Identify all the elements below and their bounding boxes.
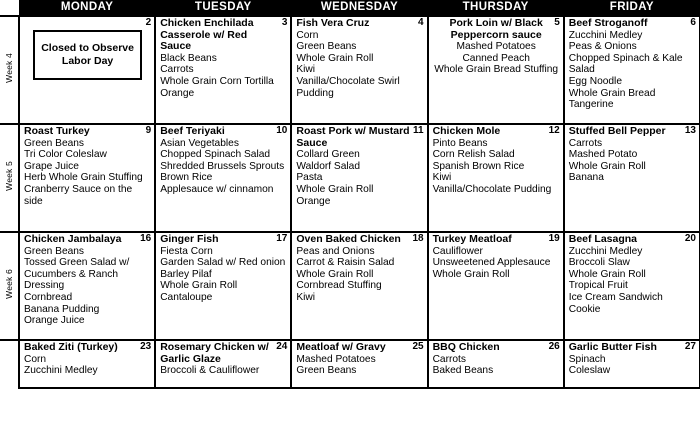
side-dish-item: Vanilla/Chocolate Swirl Pudding bbox=[296, 75, 400, 99]
week-row bbox=[0, 232, 700, 340]
day-cell-content bbox=[156, 17, 290, 101]
day-cell[interactable] bbox=[155, 340, 291, 388]
side-dish-item: Baked Beans bbox=[432, 365, 494, 377]
side-dish-item: Chopped Spinach Salad bbox=[160, 149, 271, 161]
day-cell-content bbox=[565, 17, 699, 113]
side-dish-item: Kiwi bbox=[432, 172, 452, 184]
side-dish-item: Whole Grain Roll bbox=[160, 280, 238, 292]
entree-title: Garlic Butter Fish bbox=[568, 341, 657, 353]
side-dish-item: Kiwi bbox=[296, 291, 316, 303]
side-dish-list bbox=[569, 30, 696, 111]
side-dish-item: Canned Peach bbox=[462, 52, 530, 64]
day-cell[interactable] bbox=[291, 16, 427, 124]
entree-title: Turkey Meatloaf bbox=[432, 233, 512, 245]
side-dish-item: Pinto Beans bbox=[432, 137, 488, 149]
day-cell[interactable] bbox=[428, 340, 564, 388]
day-cell[interactable] bbox=[291, 124, 427, 232]
week-label-cell bbox=[0, 232, 19, 340]
side-dish-item: Herb Whole Grain Stuffing bbox=[24, 172, 143, 184]
header-corner-spacer bbox=[0, 0, 19, 16]
day-number: 25 bbox=[412, 341, 424, 352]
day-cell-content bbox=[565, 341, 699, 379]
day-cell[interactable] bbox=[564, 340, 700, 388]
side-dish-item: Cornbread bbox=[24, 291, 73, 303]
day-number: 19 bbox=[548, 233, 560, 244]
side-dish-item: Broccoli & Cauliflower bbox=[160, 365, 260, 377]
side-dish-list bbox=[296, 149, 423, 207]
side-dish-item: Corn bbox=[24, 353, 47, 365]
side-dish-item: Unsweetened Applesauce bbox=[432, 257, 551, 269]
side-dish-list bbox=[160, 138, 287, 196]
day-number: 10 bbox=[276, 125, 288, 136]
side-dish-item: Whole Grain Roll bbox=[568, 268, 646, 280]
side-dish-item: Black Beans bbox=[160, 52, 217, 64]
entree-title: Pork Loin w/ Black Peppercorn sauce bbox=[449, 17, 543, 41]
entree-title: Chicken Mole bbox=[432, 125, 501, 137]
day-header-row bbox=[0, 0, 700, 16]
day-cell-content bbox=[20, 17, 154, 82]
side-dish-item: Banana Pudding bbox=[24, 303, 100, 315]
calendar-header bbox=[0, 0, 700, 16]
side-dish-item: Carrots bbox=[160, 64, 194, 76]
side-dish-list bbox=[160, 246, 287, 304]
entree-title: Oven Baked Chicken bbox=[296, 233, 401, 245]
side-dish-item: Orange Juice bbox=[24, 315, 85, 327]
day-cell[interactable] bbox=[428, 232, 564, 340]
side-dish-item: Whole Grain Roll bbox=[296, 183, 374, 195]
day-cell[interactable] bbox=[428, 124, 564, 232]
day-number: 18 bbox=[412, 233, 424, 244]
side-dish-item: Applesauce w/ cinnamon bbox=[160, 183, 274, 195]
side-dish-item: Whole Grain Corn Tortilla bbox=[160, 75, 274, 87]
day-cell-content bbox=[20, 341, 154, 379]
calendar-body bbox=[0, 16, 700, 388]
day-cell[interactable] bbox=[291, 340, 427, 388]
side-dish-item: Pasta bbox=[296, 172, 323, 184]
day-cell[interactable] bbox=[428, 16, 564, 124]
side-dish-item: Vanilla/Chocolate Pudding bbox=[432, 183, 552, 195]
day-number: 16 bbox=[140, 233, 152, 244]
day-cell[interactable] bbox=[19, 16, 155, 124]
day-number: 24 bbox=[276, 341, 288, 352]
day-cell-content bbox=[292, 125, 426, 209]
side-dish-item: Cornbread Stuffing bbox=[296, 280, 382, 292]
day-cell[interactable] bbox=[155, 124, 291, 232]
side-dish-list bbox=[24, 354, 151, 377]
day-cell-content bbox=[429, 233, 563, 282]
side-dish-item: Tossed Green Salad w/ Cucumbers & Ranch Dressing bbox=[24, 257, 130, 292]
day-number: 13 bbox=[684, 125, 696, 136]
side-dish-item: Orange bbox=[160, 87, 195, 99]
day-number: 9 bbox=[145, 125, 152, 136]
side-dish-item: Zucchini Medley bbox=[24, 365, 98, 377]
side-dish-item: Tropical Fruit bbox=[568, 280, 628, 292]
side-dish-item: Zucchini Medley bbox=[568, 245, 643, 257]
side-dish-item: Cranberry Sauce on the side bbox=[24, 183, 133, 207]
side-dish-item: Whole Grain Bread Stuffing bbox=[434, 64, 559, 76]
entree-title: Roast Pork w/ Mustard Sauce bbox=[296, 125, 410, 149]
side-dish-item: Spanish Brown Rice bbox=[432, 160, 525, 172]
side-dish-item: Green Beans bbox=[24, 245, 85, 257]
side-dish-list bbox=[569, 138, 696, 184]
day-number: 11 bbox=[412, 125, 424, 136]
day-header-friday: FRIDAY bbox=[564, 0, 700, 16]
side-dish-item: Shredded Brussels Sprouts bbox=[160, 160, 285, 172]
side-dish-item: Spinach bbox=[568, 353, 606, 365]
day-cell-content bbox=[20, 233, 154, 329]
side-dish-item: Carrot & Raisin Salad bbox=[296, 257, 395, 269]
side-dish-item: Green Beans bbox=[296, 365, 357, 377]
side-dish-item: Peas and Onions bbox=[296, 245, 375, 257]
day-header-thursday: THURSDAY bbox=[428, 0, 564, 16]
day-cell[interactable] bbox=[155, 16, 291, 124]
week-row bbox=[0, 340, 700, 388]
side-dish-list bbox=[433, 246, 560, 281]
day-cell-content bbox=[156, 341, 290, 379]
day-header-monday: MONDAY bbox=[19, 0, 155, 16]
side-dish-item: Whole Grain Bread bbox=[568, 87, 656, 99]
side-dish-item: Garden Salad w/ Red onion bbox=[160, 257, 286, 269]
side-dish-item: Kiwi bbox=[296, 64, 316, 76]
side-dish-item: Tangerine bbox=[568, 99, 614, 111]
day-header-wednesday: WEDNESDAY bbox=[291, 0, 427, 16]
side-dish-item: Tri Color Coleslaw bbox=[24, 149, 107, 161]
day-cell-content bbox=[429, 17, 563, 78]
side-dish-item: Whole Grain Roll bbox=[296, 268, 374, 280]
side-dish-item: Mashed Potato bbox=[568, 149, 638, 161]
entree-title: Beef Lasagna bbox=[568, 233, 638, 245]
side-dish-item: Corn bbox=[296, 29, 319, 41]
day-cell-content bbox=[20, 125, 154, 209]
week-label: Week 4 bbox=[4, 52, 14, 83]
day-number: 23 bbox=[140, 341, 152, 352]
entree-title: BBQ Chicken bbox=[432, 341, 500, 353]
side-dish-list bbox=[160, 365, 287, 377]
day-cell-content bbox=[429, 125, 563, 198]
side-dish-list bbox=[569, 246, 696, 316]
side-dish-item: Green Beans bbox=[296, 41, 357, 53]
side-dish-item: Barley Pilaf bbox=[160, 268, 212, 280]
side-dish-item: Peas & Onions bbox=[568, 41, 637, 53]
day-number: 6 bbox=[690, 17, 696, 28]
side-dish-item: Ice Cream Sandwich Cookie bbox=[568, 291, 663, 315]
side-dish-list bbox=[296, 246, 423, 304]
day-number: 20 bbox=[684, 233, 696, 244]
side-dish-item: Waldorf Salad bbox=[296, 160, 360, 172]
side-dish-item: Mashed Potatoes bbox=[296, 353, 376, 365]
side-dish-item: Chopped Spinach & Kale Salad bbox=[568, 52, 683, 76]
side-dish-item: Carrots bbox=[568, 137, 603, 149]
day-number: 5 bbox=[554, 17, 560, 28]
entree-title: Beef Stroganoff bbox=[568, 17, 648, 29]
day-cell[interactable] bbox=[564, 16, 700, 124]
entree-title: Chicken Jambalaya bbox=[24, 233, 122, 245]
entree-title: Chicken Enchilada Casserole w/ Red Sauce bbox=[160, 17, 254, 53]
week-row bbox=[0, 16, 700, 124]
day-cell[interactable] bbox=[564, 232, 700, 340]
side-dish-item: Coleslaw bbox=[568, 365, 611, 377]
day-cell[interactable] bbox=[19, 232, 155, 340]
day-cell-content bbox=[565, 125, 699, 186]
entree-title: Meatloaf w/ Gravy bbox=[296, 341, 386, 353]
side-dish-item: Broccoli Slaw bbox=[568, 257, 630, 269]
entree-title: Beef Teriyaki bbox=[160, 125, 225, 137]
side-dish-item: Green Beans bbox=[24, 137, 85, 149]
side-dish-item: Whole Grain Roll bbox=[432, 268, 510, 280]
day-number: 27 bbox=[684, 341, 696, 352]
side-dish-item: Asian Vegetables bbox=[160, 137, 239, 149]
side-dish-list bbox=[433, 138, 560, 196]
side-dish-item: Zucchini Medley bbox=[568, 29, 643, 41]
entree-title: Rosemary Chicken w/ Garlic Glaze bbox=[160, 341, 269, 365]
day-cell-content bbox=[292, 233, 426, 306]
side-dish-item: Mashed Potatoes bbox=[456, 41, 536, 53]
day-cell-content bbox=[156, 125, 290, 198]
side-dish-item: Egg Noodle bbox=[568, 75, 622, 87]
side-dish-item: Corn Relish Salad bbox=[432, 149, 515, 161]
day-cell-content bbox=[292, 17, 426, 101]
side-dish-list bbox=[296, 354, 423, 377]
side-dish-item: Banana bbox=[568, 172, 604, 184]
entree-title: Ginger Fish bbox=[160, 233, 219, 245]
entree-title: Stuffed Bell Pepper bbox=[568, 125, 666, 137]
day-header-tuesday: TUESDAY bbox=[155, 0, 291, 16]
day-cell[interactable] bbox=[19, 124, 155, 232]
side-dish-list bbox=[24, 138, 151, 208]
side-dish-item: Whole Grain Roll bbox=[296, 52, 374, 64]
side-dish-item: Fiesta Corn bbox=[160, 245, 213, 257]
side-dish-list bbox=[160, 53, 287, 99]
side-dish-list bbox=[433, 354, 560, 377]
day-number: 3 bbox=[281, 17, 288, 28]
side-dish-list bbox=[569, 354, 696, 377]
day-cell-content bbox=[565, 233, 699, 317]
side-dish-item: Orange bbox=[296, 195, 331, 207]
side-dish-item: Collard Green bbox=[296, 149, 360, 161]
side-dish-item: Cantaloupe bbox=[160, 291, 213, 303]
week-label-cell bbox=[0, 16, 19, 124]
day-cell[interactable] bbox=[564, 124, 700, 232]
side-dish-list bbox=[296, 30, 423, 100]
week-row bbox=[0, 124, 700, 232]
side-dish-item: Whole Grain Roll bbox=[568, 160, 646, 172]
side-dish-item: Cauliflower bbox=[432, 245, 483, 257]
day-cell[interactable] bbox=[19, 340, 155, 388]
week-label-cell bbox=[0, 340, 19, 388]
entree-title: Roast Turkey bbox=[24, 125, 90, 137]
day-cell-content bbox=[156, 233, 290, 306]
day-cell-content bbox=[429, 341, 563, 379]
day-number: 12 bbox=[548, 125, 560, 136]
side-dish-list bbox=[433, 41, 560, 76]
day-number: 4 bbox=[418, 17, 424, 28]
day-number: 26 bbox=[548, 341, 560, 352]
day-cell[interactable] bbox=[291, 232, 427, 340]
day-cell-content bbox=[292, 341, 426, 379]
side-dish-item: Brown Rice bbox=[160, 172, 213, 184]
closed-notice: Closed to Observe Labor Day bbox=[33, 30, 142, 80]
week-label: Week 5 bbox=[4, 160, 14, 191]
side-dish-list bbox=[24, 246, 151, 327]
day-number: 17 bbox=[276, 233, 288, 244]
day-cell[interactable] bbox=[155, 232, 291, 340]
side-dish-item: Grape Juice bbox=[24, 160, 79, 172]
week-label: Week 6 bbox=[4, 268, 14, 299]
entree-title: Baked Ziti (Turkey) bbox=[24, 341, 118, 353]
week-label-cell bbox=[0, 124, 19, 232]
entree-title: Fish Vera Cruz bbox=[296, 17, 370, 29]
side-dish-item: Carrots bbox=[432, 353, 466, 365]
day-number: 2 bbox=[145, 17, 152, 28]
